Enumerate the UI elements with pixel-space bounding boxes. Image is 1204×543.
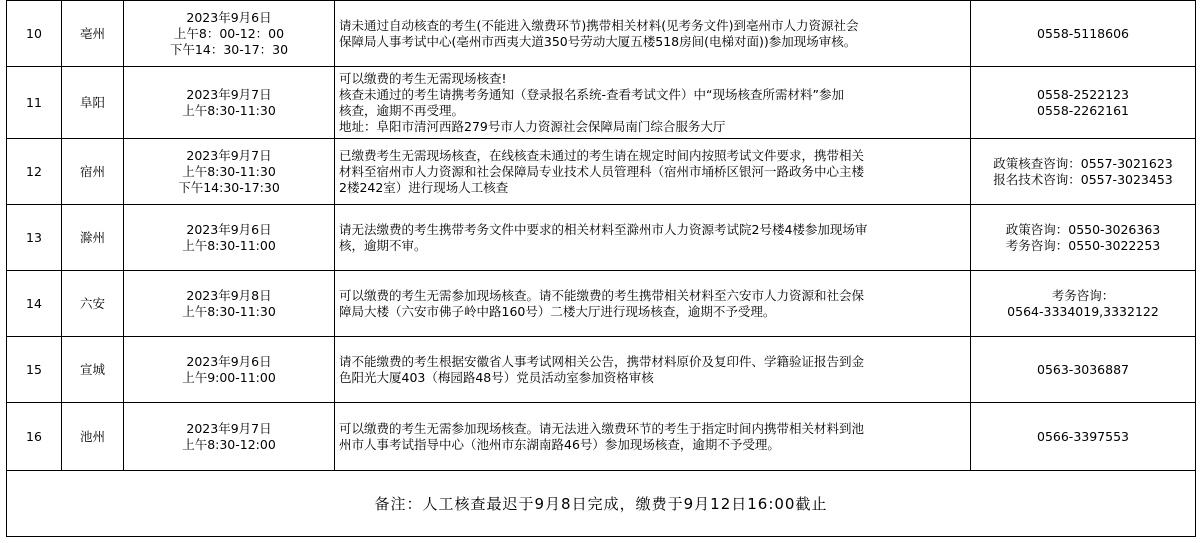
row-number: 14 (7, 271, 62, 337)
contact-phone-line: 0558-2262161 (1037, 102, 1129, 118)
exam-verification-table (6, 0, 1196, 537)
verification-time-line: 上午8:30-11:30 (182, 102, 276, 118)
city-name: 池州 (62, 403, 124, 471)
city-name: 宣城 (62, 337, 124, 403)
contact-phone-line: 政策咨询：0550-3026363 (1005, 221, 1161, 237)
contact-phone-line: 0563-3036887 (1037, 361, 1129, 377)
verification-time-line: 下午14：30-17：30 (169, 41, 289, 57)
verification-time-line: 2023年9月7日 (186, 86, 272, 102)
verification-time-line: 上午8:30-11:00 (182, 237, 276, 253)
table-row (7, 139, 1196, 205)
verification-time (124, 139, 335, 205)
contact-phone-line: 0558-5118606 (1037, 25, 1129, 41)
verification-description (335, 1, 971, 67)
verification-time-line: 上午8:30-12:00 (182, 436, 276, 452)
contact-phone-line: 考务咨询： (1051, 287, 1115, 303)
table-row (7, 67, 1196, 139)
verification-description-line: 可以缴费的考生无需参加现场核查。请无法进入缴费环节的考生于指定时间内携带相关材料到池 (339, 420, 865, 436)
verification-time (124, 271, 335, 337)
city-name: 滁州 (62, 205, 124, 271)
verification-time-line: 2023年9月7日 (186, 420, 272, 436)
verification-time-line: 2023年9月8日 (186, 287, 272, 303)
city-name: 六安 (62, 271, 124, 337)
verification-description-line: 核查，逾期不再受理。 (339, 102, 465, 118)
contact-phone (971, 1, 1196, 67)
verification-description (335, 67, 971, 139)
contact-phone (971, 139, 1196, 205)
verification-time (124, 337, 335, 403)
verification-description-line: 请未通过自动核查的考生(不能进入缴费环节)携带相关材料(见考务文件)到亳州市人力资源社会 (339, 17, 859, 33)
verification-time-line: 2023年9月6日 (186, 353, 272, 369)
table-row (7, 403, 1196, 471)
contact-phone (971, 205, 1196, 271)
verification-time-line: 2023年9月7日 (186, 147, 272, 163)
contact-phone (971, 67, 1196, 139)
verification-description-line: 色阳光大厦403（梅园路48号）党员活动室参加资格审核 (339, 369, 654, 385)
verification-time (124, 205, 335, 271)
row-number: 13 (7, 205, 62, 271)
verification-description-line: 地址：阜阳市清河西路279号市人力资源社会保障局南门综合服务大厅 (339, 118, 726, 134)
verification-time (124, 403, 335, 471)
contact-phone-line: 考务咨询：0550-3022253 (1005, 237, 1161, 253)
verification-description-line: 已缴费考生无需现场核查，在线核查未通过的考生请在规定时间内按照考试文件要求，携带相关 (339, 147, 865, 163)
verification-description-line: 2楼242室）进行现场人工核查 (339, 179, 509, 195)
verification-description-line: 可以缴费的考生无需现场核查! (339, 70, 507, 86)
verification-time-line: 2023年9月6日 (186, 9, 272, 25)
verification-description-line: 可以缴费的考生无需参加现场核查。请不能缴费的考生携带相关材料至六安市人力资源和社会保 (339, 287, 865, 303)
row-number: 10 (7, 1, 62, 67)
city-name: 亳州 (62, 1, 124, 67)
note-row (7, 471, 1196, 537)
verification-time-line: 上午9:00-11:00 (182, 369, 276, 385)
verification-description-line: 州市人事考试指导中心（池州市东湖南路46号）参加现场核查，逾期不予受理。 (339, 436, 780, 452)
row-number: 12 (7, 139, 62, 205)
contact-phone-line: 0564-3334019,3332122 (1007, 303, 1159, 319)
row-number: 11 (7, 67, 62, 139)
row-number: 15 (7, 337, 62, 403)
contact-phone (971, 337, 1196, 403)
verification-time-line: 上午8:30-11:30 (182, 163, 276, 179)
verification-time (124, 67, 335, 139)
verification-time (124, 1, 335, 67)
verification-description (335, 337, 971, 403)
verification-description-line: 障局大楼（六安市佛子岭中路160号）二楼大厅进行现场核查，逾期不予受理。 (339, 303, 776, 319)
table-row (7, 337, 1196, 403)
verification-description (335, 271, 971, 337)
verification-description-line: 请无法缴费的考生携带考务文件中要求的相关材料至滁州市人力资源考试院2号楼4楼参加现场审 (339, 221, 868, 237)
note-text: 备注：人工核查最迟于9月8日完成，缴费于9月12日16:00截止 (7, 471, 1196, 537)
city-name: 阜阳 (62, 67, 124, 139)
table-body (7, 1, 1196, 471)
contact-phone (971, 403, 1196, 471)
verification-time-line: 上午8:30-11:30 (182, 303, 276, 319)
table-row (7, 205, 1196, 271)
verification-description (335, 403, 971, 471)
city-name: 宿州 (62, 139, 124, 205)
verification-time-line: 下午14:30-17:30 (178, 179, 280, 195)
contact-phone-line: 0558-2522123 (1037, 86, 1129, 102)
contact-phone-line: 报名技术咨询：0557-3023453 (993, 171, 1173, 187)
verification-description (335, 139, 971, 205)
verification-description-line: 保障局人事考试中心(亳州市西夷大道350号劳动大厦五楼518房间(电梯对面))参加现场审核。 (339, 33, 857, 49)
verification-description-line: 材料至宿州市人力资源和社会保障局专业技术人员管理科（宿州市埇桥区银河一路政务中心主楼 (339, 163, 865, 179)
table-row (7, 271, 1196, 337)
contact-phone-line: 0566-3397553 (1037, 428, 1129, 444)
table-row (7, 1, 1196, 67)
contact-phone (971, 271, 1196, 337)
verification-time-line: 上午8：00-12：00 (173, 25, 285, 41)
row-number: 16 (7, 403, 62, 471)
contact-phone-line: 政策核查咨询：0557-3021623 (993, 155, 1173, 171)
verification-description (335, 205, 971, 271)
verification-description-line: 核查未通过的考生请携考务通知（登录报名系统-查看考试文件）中“现场核查所需材料”参加 (339, 86, 844, 102)
verification-description-line: 请不能缴费的考生根据安徽省人事考试网相关公告，携带材料原价及复印件、学籍验证报告到金 (339, 353, 865, 369)
verification-description-line: 核，逾期不审。 (339, 237, 427, 253)
verification-time-line: 2023年9月6日 (186, 221, 272, 237)
